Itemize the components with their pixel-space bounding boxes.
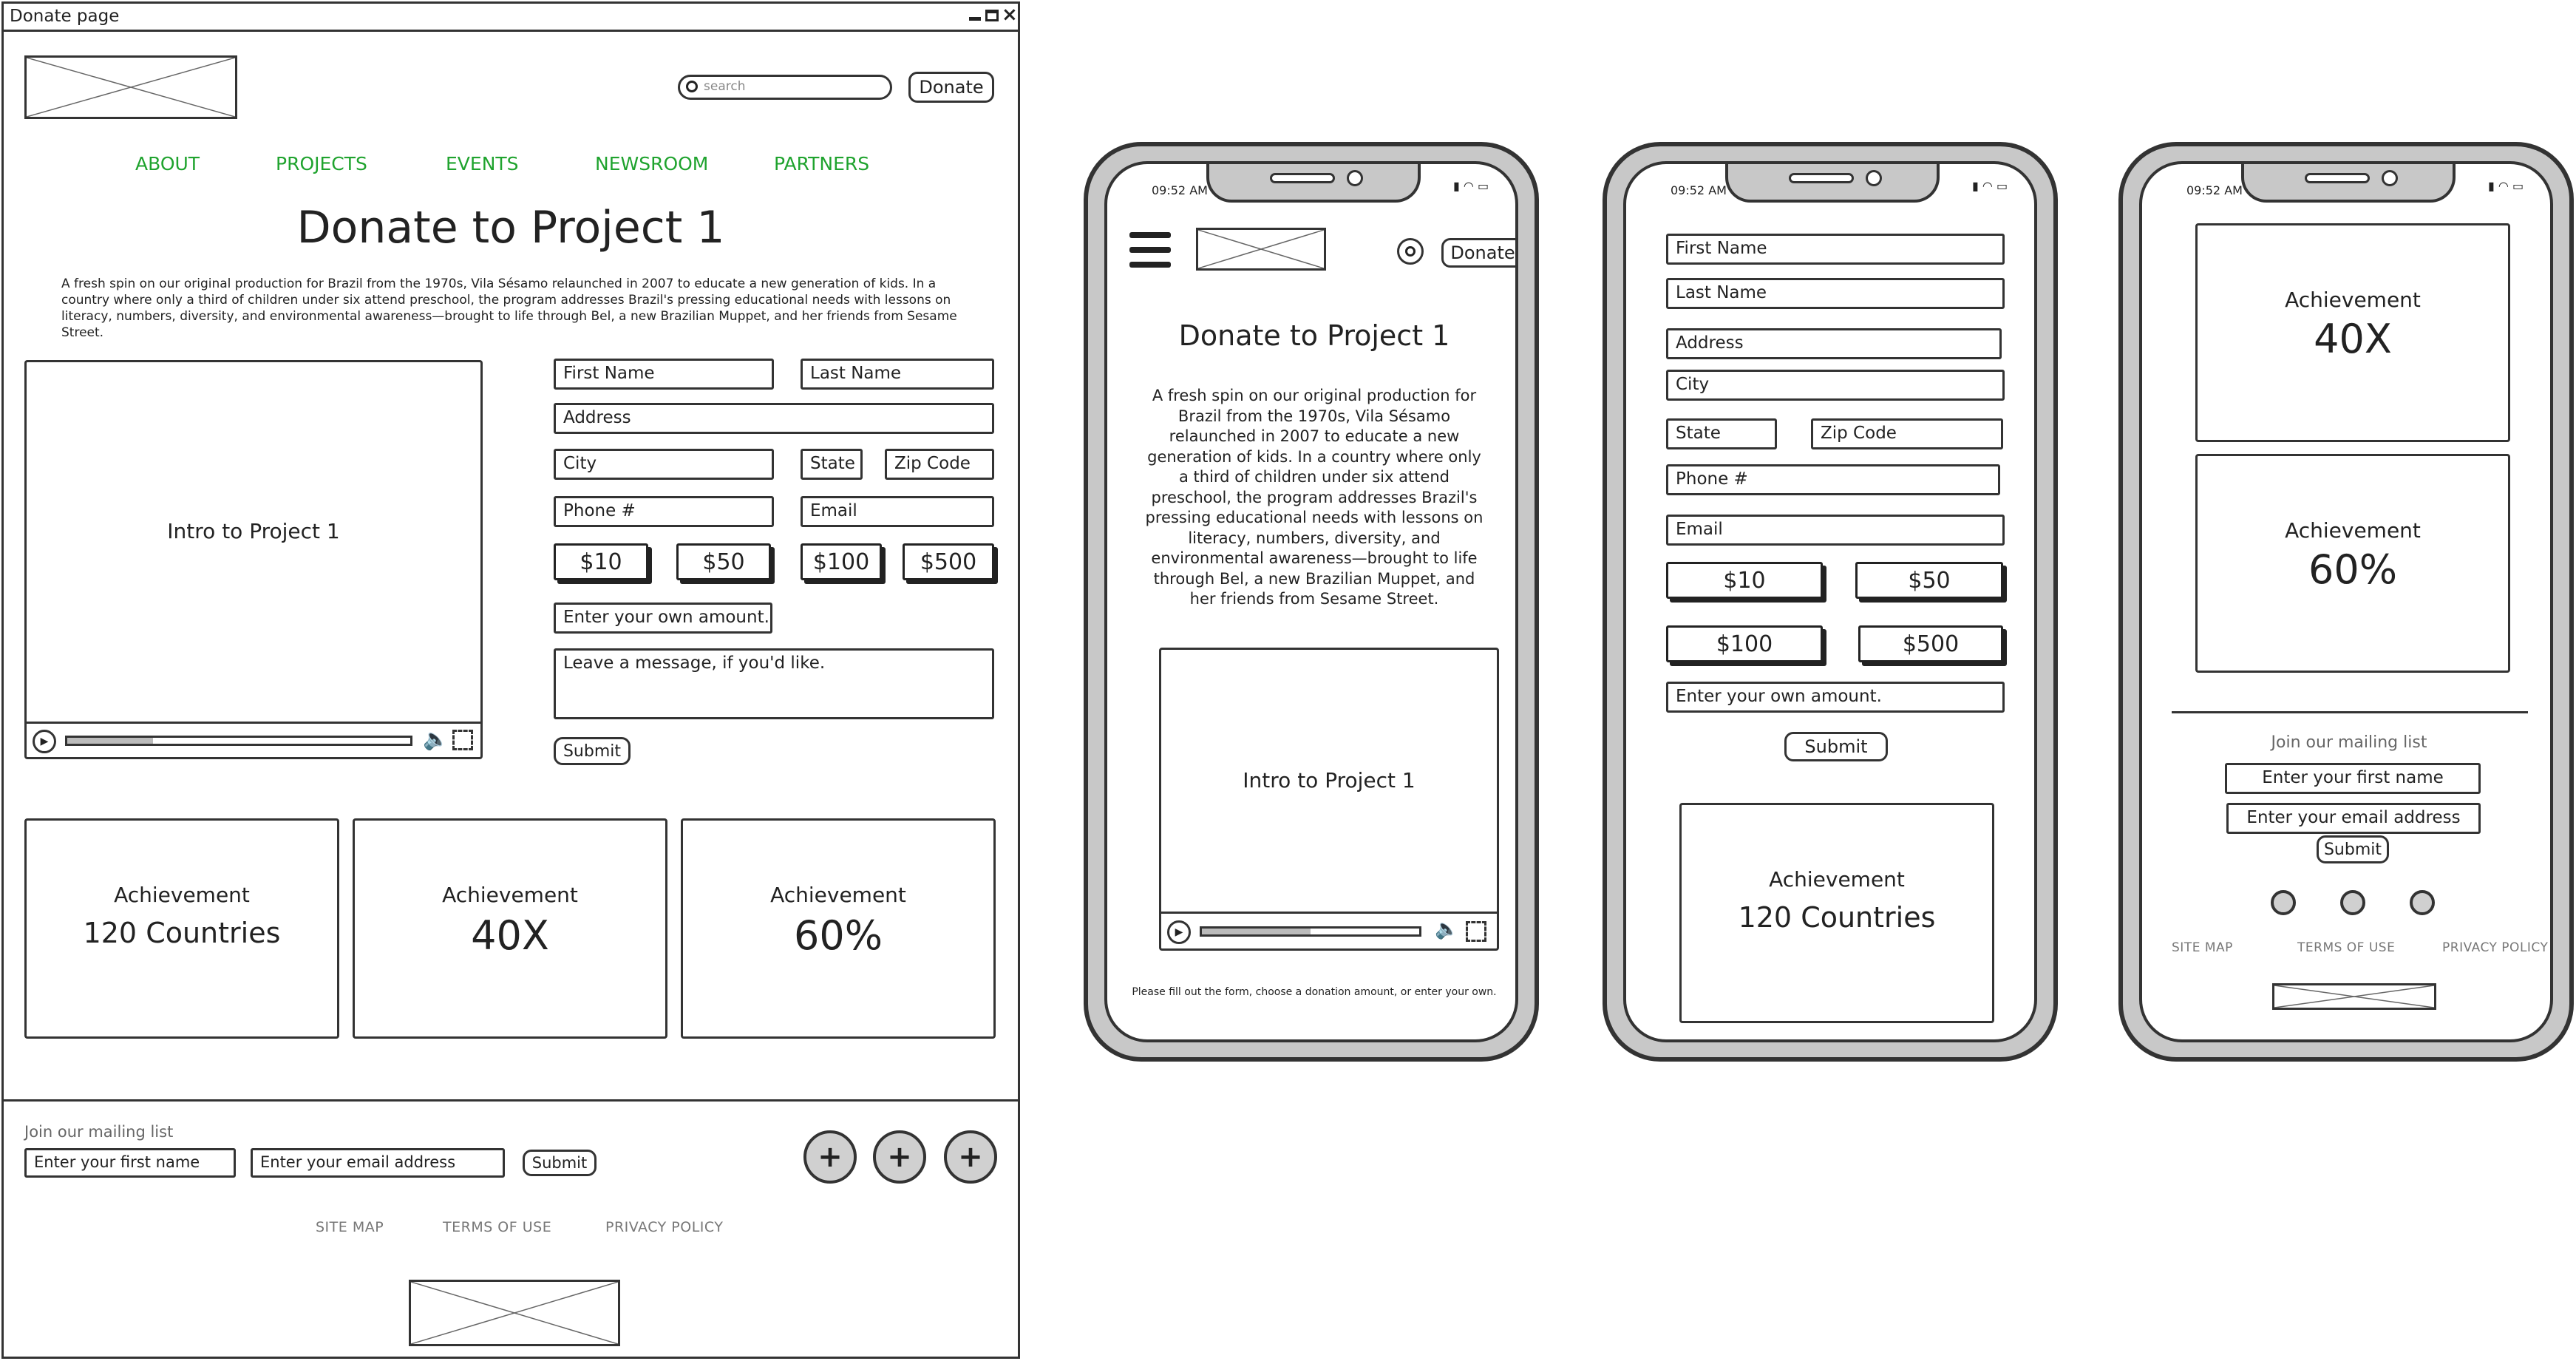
maximize-icon[interactable] [985, 10, 999, 21]
footer-site-map[interactable]: SITE MAP [316, 1219, 384, 1235]
footer-terms-of-use[interactable]: TERMS OF USE [443, 1219, 552, 1235]
achievement-card-3 [681, 818, 996, 1039]
social-icon-1[interactable] [2271, 890, 2296, 915]
own-amount-field[interactable]: Enter your own amount. [1666, 682, 2005, 713]
mailing-title: Join our mailing list [2271, 733, 2427, 752]
achievement-label: Achievement [2285, 518, 2421, 543]
camera-icon [1866, 170, 1882, 186]
mailing-submit-button[interactable]: Submit [2317, 835, 2389, 863]
social-icon-3[interactable] [2410, 890, 2435, 915]
video-player[interactable] [1159, 648, 1499, 951]
address-field[interactable]: Address [554, 403, 994, 434]
search-input[interactable] [678, 75, 892, 100]
first-name-field[interactable]: First Name [1666, 234, 2005, 265]
achievement-label: Achievement [1769, 867, 1905, 892]
phone-screen-1 [1104, 161, 1518, 1042]
mailing-email-field[interactable]: Enter your email address [251, 1148, 505, 1178]
social-plus-icon-1[interactable]: + [803, 1130, 857, 1184]
video-label: Intro to Project 1 [167, 519, 340, 543]
amount-100-button[interactable]: $100 [1666, 625, 1823, 662]
form-submit-button[interactable]: Submit [1784, 732, 1888, 761]
achievement-value: 40X [2314, 316, 2392, 362]
logo-placeholder [24, 55, 237, 119]
last-name-field[interactable]: Last Name [1666, 278, 2005, 309]
phone-field[interactable]: Phone # [554, 496, 774, 527]
footer-privacy-policy[interactable]: PRIVACY POLICY [2442, 940, 2549, 955]
footer-divider [4, 1099, 1018, 1102]
achievement-value: 60% [2308, 546, 2398, 593]
achievement-card-1 [2195, 223, 2510, 442]
phone-frame-3 [2118, 142, 2574, 1062]
social-plus-icon-2[interactable]: + [873, 1130, 926, 1184]
phone-notch [1206, 161, 1421, 203]
mailing-first-name-field[interactable]: Enter your first name [24, 1148, 236, 1178]
footer-site-map[interactable]: SITE MAP [2172, 940, 2233, 955]
status-icons: ▮ ◠ ▭ [1453, 179, 1489, 193]
social-icon-2[interactable] [2340, 890, 2365, 915]
city-field[interactable]: City [1666, 370, 2005, 401]
video-progress-fill [1202, 929, 1311, 934]
video-label: Intro to Project 1 [1243, 768, 1416, 792]
status-icons: ▮ ◠ ▭ [1972, 179, 2008, 193]
phone-frame-2 [1603, 142, 2058, 1062]
amount-500-button[interactable]: $500 [903, 543, 994, 580]
mailing-email-field[interactable]: Enter your email address [2226, 803, 2481, 834]
email-field[interactable]: Email [801, 496, 994, 527]
amount-10-button[interactable]: $10 [1666, 562, 1823, 599]
intro-text: A fresh spin on our original production for Brazil from the 1970s, Vila Sésamo relaunched in 2007 to educate a new generation of kids. In a country where only a third of children under six attend preschool, the program addresses Brazil's pressing educational needs with lessons on literacy, numbers, diversity, and environmental awareness—brought to life through Bel, a new Brazilian Muppet, and her friends from Sesame Street. [1145, 387, 1484, 608]
mailing-first-name-field[interactable]: Enter your first name [2225, 763, 2481, 794]
hamburger-menu-icon[interactable] [1129, 232, 1171, 269]
footer-logo-placeholder [2272, 983, 2436, 1010]
nav-about[interactable]: ABOUT [135, 153, 200, 174]
video-progress-fill [67, 738, 153, 744]
footer-privacy-policy[interactable]: PRIVACY POLICY [605, 1219, 724, 1235]
donate-button[interactable]: Donate [1441, 238, 1518, 268]
email-field[interactable]: Email [1666, 515, 2005, 546]
nav-projects[interactable]: PROJECTS [276, 153, 367, 174]
video-player[interactable] [24, 360, 483, 759]
amount-10-button[interactable]: $10 [554, 543, 648, 580]
last-name-field[interactable]: Last Name [801, 359, 994, 390]
social-plus-icon-3[interactable]: + [944, 1130, 997, 1184]
mailing-submit-button[interactable]: Submit [523, 1150, 597, 1176]
phone-notch [1725, 161, 1940, 203]
amount-50-button[interactable]: $50 [676, 543, 771, 580]
section-divider [2172, 711, 2528, 713]
video-progress-track[interactable] [1200, 926, 1421, 937]
own-amount-field[interactable]: Enter your own amount. [554, 603, 772, 634]
search-icon [686, 81, 698, 92]
amount-100-button[interactable]: $100 [801, 543, 882, 580]
phone-screen-2 [1623, 161, 2037, 1042]
state-field[interactable]: State [1666, 418, 1777, 449]
search-placeholder: search [704, 79, 746, 94]
window-titlebar [4, 4, 1018, 32]
state-field[interactable]: State [801, 449, 863, 480]
window-title: Donate page [10, 7, 120, 26]
amount-500-button[interactable]: $500 [1858, 625, 2003, 662]
status-time: 09:52 AM [1152, 183, 1208, 197]
video-progress-track[interactable] [65, 736, 412, 746]
mailing-title: Join our mailing list [24, 1123, 174, 1141]
message-textarea[interactable]: Leave a message, if you'd like. [554, 648, 994, 719]
fullscreen-icon[interactable] [452, 730, 473, 750]
achievement-card-2 [353, 818, 667, 1039]
zip-code-field[interactable]: Zip Code [1811, 418, 2003, 449]
camera-icon [1347, 170, 1363, 186]
status-time: 09:52 AM [1671, 183, 1727, 197]
phone-screen-3 [2139, 161, 2553, 1042]
form-submit-button[interactable]: Submit [554, 737, 631, 765]
status-icons: ▮ ◠ ▭ [2488, 179, 2524, 193]
form-note: Please fill out the form, choose a donation amount, or enter your own. [1132, 986, 1497, 998]
volume-icon[interactable]: 🔈 [1435, 918, 1459, 940]
intro-text: A fresh spin on our original production for Brazil from the 1970s, Vila Sésamo relaunched in 2007 to educate a new generation of kids. In a country where only a third of children under six attend preschool, the program addresses Brazil's pressing educational needs with lessons on literacy, numbers, diversity, and environmental awareness—brought to life through Bel, a new Brazilian Muppet, and her friends from Sesame Street. [61, 276, 957, 340]
phone-notch [2241, 161, 2456, 203]
phone-frame-1 [1084, 142, 1539, 1062]
camera-icon [2382, 170, 2398, 186]
page-title: Donate to Project 1 [296, 202, 725, 254]
close-icon[interactable]: × [1002, 4, 1018, 26]
donate-button[interactable]: Donate [908, 72, 994, 103]
address-field[interactable]: Address [1666, 328, 2002, 359]
play-icon[interactable]: ▶ [1167, 920, 1191, 944]
nav-events[interactable]: EVENTS [446, 153, 519, 174]
achievement-card [1679, 803, 1994, 1023]
speaker-icon [2305, 173, 2370, 183]
achievement-label: Achievement [114, 883, 250, 907]
achievement-label: Achievement [442, 883, 578, 907]
achievement-card-1 [24, 818, 339, 1039]
speaker-icon [1270, 173, 1335, 183]
nav-partners[interactable]: PARTNERS [774, 153, 870, 174]
nav-newsroom[interactable]: NEWSROOM [595, 153, 709, 174]
amount-50-button[interactable]: $50 [1855, 562, 2003, 599]
achievement-value: 120 Countries [83, 917, 281, 949]
volume-icon[interactable]: 🔈 [423, 727, 449, 751]
first-name-field[interactable]: First Name [554, 359, 774, 390]
play-icon[interactable]: ▶ [33, 730, 56, 753]
minimize-icon[interactable] [969, 17, 981, 21]
achievement-value: 120 Countries [1738, 901, 1936, 934]
search-icon[interactable] [1397, 238, 1424, 265]
logo-placeholder [1196, 228, 1326, 271]
achievement-value: 40X [471, 912, 549, 959]
desktop-window [1, 1, 1020, 1359]
page-title: Donate to Project 1 [1178, 319, 1450, 352]
footer-terms-of-use[interactable]: TERMS OF USE [2297, 940, 2396, 955]
achievement-label: Achievement [2285, 288, 2421, 312]
achievement-label: Achievement [770, 883, 906, 907]
achievement-value: 60% [793, 912, 883, 959]
video-controls [27, 722, 480, 757]
footer-logo-placeholder [409, 1280, 620, 1346]
video-controls [1161, 912, 1497, 948]
status-time: 09:52 AM [2186, 183, 2243, 197]
zip-code-field[interactable]: Zip Code [885, 449, 994, 480]
phone-field[interactable]: Phone # [1666, 464, 2000, 495]
city-field[interactable]: City [554, 449, 774, 480]
speaker-icon [1789, 173, 1854, 183]
achievement-card-2 [2195, 454, 2510, 673]
fullscreen-icon[interactable] [1466, 921, 1486, 942]
